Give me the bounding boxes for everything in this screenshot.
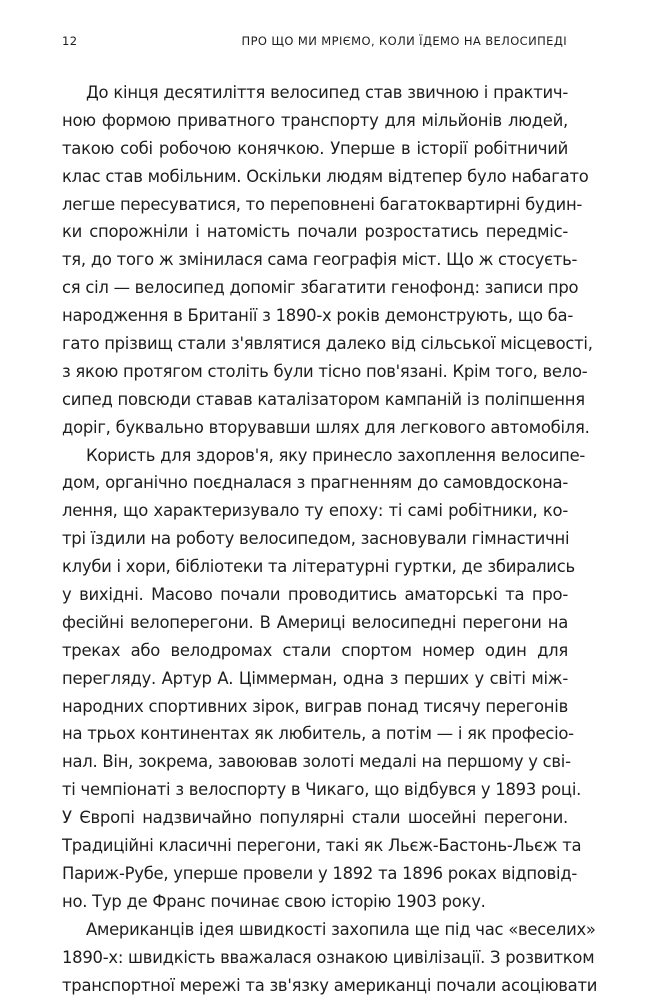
text-line: сипед повсюди ставав каталізатором кампаній із поліпшення <box>62 389 585 409</box>
text-line: До кінця десятиліття велосипед став звичною і практич- <box>86 83 568 102</box>
text-line: гато прізвищ стали з'являтися далеко від сільської місцевості, <box>62 334 593 354</box>
text-line: треках або велодромах стали спортом номер один для <box>62 640 568 660</box>
text-line: Париж-Рубе, уперше провели у 1892 та 1896 роках відповід- <box>62 863 578 883</box>
text-line: перегляду. Артур А. Ціммерман, одна з перших у світі між- <box>62 668 568 688</box>
paragraph <box>62 916 598 1000</box>
text-line: Користь для здоров'я, яку принесло захоплення велосипе- <box>86 445 586 465</box>
text-line: легше пересуватися, то переповнені багатоквартирні будин- <box>62 194 583 214</box>
text-line: з якою протягом століть були тісно пов'язані. Крім того, вело- <box>62 361 588 381</box>
text-line: такою собі робочою конячкою. Уперше в історії робітничий <box>62 138 568 158</box>
body-text <box>62 79 598 999</box>
text-line: ті чемпіонаті з велоспорту в Чикаго, що відбувся у 1893 році. <box>62 780 582 800</box>
text-line: у вихідні. Масово почали проводитись аматорські та про- <box>62 585 568 605</box>
paragraph <box>62 442 586 916</box>
page-header <box>62 34 567 54</box>
text-line: транспортної мережі та зв'язку американці почали асоціювати <box>62 975 598 995</box>
text-line: лення, що характеризувало ту епоху: ті самі робітники, ко- <box>62 501 568 521</box>
text-line: Американців ідея швидкості захопила ще під час «веселих» <box>86 919 596 939</box>
text-line: дом, органічно поєдналася з прагненням до самовдоскона- <box>62 473 568 493</box>
text-line: нал. Він, зокрема, завоював золоті медалі на першому у сві- <box>62 752 571 772</box>
paragraph <box>62 79 593 442</box>
text-line: ки спорожніли і натомість почали розростатись передміс- <box>62 222 568 242</box>
text-line: 1890-х: швидкість вважалася ознакою цивілізації. З розвитком <box>62 947 595 967</box>
text-line: на трьох континентах як любитель, а потім — і як професіо- <box>62 724 574 744</box>
text-line: клуби і хори, бібліотеки та літературні гуртки, де збирались <box>62 557 575 577</box>
text-line: клас став мобільним. Оскільки людям відтепер було набагато <box>62 166 589 186</box>
text-line: трі їздили на роботу велосипедом, засновували гімнастичні <box>62 529 570 549</box>
text-line: народження в Британії з 1890-х років демонструють, що ба- <box>62 306 574 326</box>
text-line: народних спортивних зірок, виграв понад тисячу перегонів <box>62 696 568 716</box>
text-line: ся сіл — велосипед допоміг збагатити генофонд: записи про <box>62 278 579 298</box>
text-line: фесійні велоперегони. В Америці велосипедні перегони на <box>62 612 568 632</box>
text-line: ною формою приватного транспорту для мільйонів людей, <box>62 110 568 130</box>
text-line: У Європі надзвичайно популярні стали шосейні перегони. <box>62 808 568 828</box>
text-line: Традиційні класичні перегони, такі як Льєж-Бастонь-Льєж та <box>62 836 582 856</box>
text-line: но. Тур де Франс починає свою історію 1903 року. <box>62 891 486 911</box>
running-title: ПРО ЩО МИ МРІЄМО, КОЛИ ЇДЕМО НА ВЕЛОСИПЕДІ <box>241 34 567 48</box>
text-line: тя, до того ж змінилася сама географія міст. Що ж стосуєть- <box>62 250 578 270</box>
text-line: доріг, буквально вторувавши шлях для легкового автомобіля. <box>62 417 590 437</box>
page-number: 12 <box>62 34 78 48</box>
